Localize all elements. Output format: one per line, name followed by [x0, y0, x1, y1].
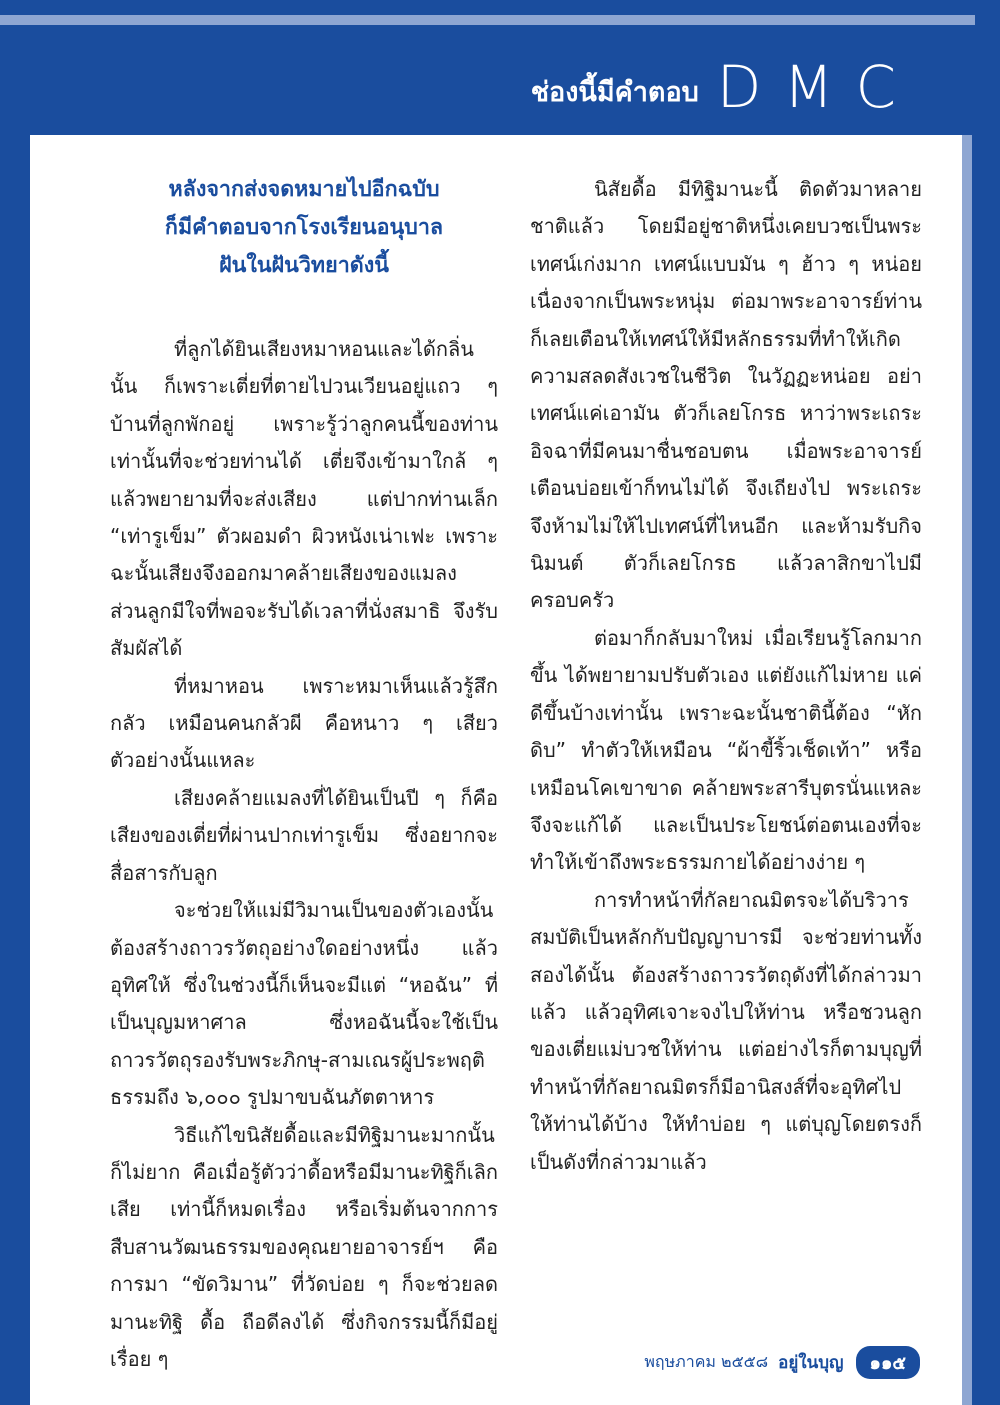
headline-line: ก็มีคำตอบจากโรงเรียนอนุบาล — [164, 215, 444, 240]
spacer — [110, 285, 498, 331]
page-footer — [644, 1346, 920, 1378]
headline-line: ฝันในฝันวิทยาดังนี้ — [219, 253, 389, 278]
paragraph: ที่ลูกได้ยินเสียงหมาหอนและได้กลิ่นนั้น ก็เพราะเตี่ยที่ตายไปวนเวียนอยู่แถว ๆ บ้านที่ลูกพักอยู่ เพราะรู้ว่าลูกคนนี้ของท่านเท่านั้นที่จะช่วยท่านได้ เตี่ยจึงเข้ามาใกล้ ๆ แล้วพยายามที่จะส่งเสียง แต่ปากท่านเล็ก “เท่ารูเข็ม” ตัวผอมดำ ผิวหนังเน่าเฟะ เพราะฉะนั้นเสียงจึงออกมาคล้ายเสียงของแมลง ส่วนลูกมีใจที่พอจะรับได้เวลาที่นั่งสมาธิ จึงรับสัมผัสได้ — [110, 337, 498, 661]
section-label: ช่องนี้มีคำตอบ — [530, 76, 699, 108]
top-stripe — [0, 15, 975, 25]
page-number-badge: ๑๑๕ — [856, 1346, 920, 1379]
paragraph: ที่หมาหอน เพราะหมาเห็นแล้วรู้สึกกลัว เหมือนคนกลัวผี คือหนาว ๆ เสียวตัวอย่างนั้นแหละ — [110, 673, 498, 773]
right-column — [530, 171, 922, 1181]
paragraph: การทำหน้าที่กัลยาณมิตรจะได้บริวารสมบัติเป็นหลักกับปัญญาบารมี จะช่วยท่านทั้งสองได้นั้น ต้องสร้างถาวรวัตถุดังที่ได้กล่าวมาแล้ว แล้วอุทิศเจาะจงไปให้ท่าน หรือชวนลูกของเตี่ยแม่บวชให้ท่าน แต่อย่างไรก็ตามบุญที่ทำหน้าที่กัลยาณมิตรก็มีอานิสงส์ที่จะอุทิศไปให้ท่านได้บ้าง ให้ทำบ่อย ๆ แต่บุญโดยตรงก็เป็นดังที่กล่าวมาแล้ว — [530, 887, 922, 1174]
paragraph: จะช่วยให้แม่มีวิมานเป็นของตัวเองนั้นต้องสร้างถาวรวัตถุอย่างใดอย่างหนึ่ง แล้วอุทิศให้ ซึ่งในช่วงนี้ก็เห็นจะมีแต่ “หอฉัน” ที่เป็นบุญมหาศาล ซึ่งหอฉันนี้จะใช้เป็นถาวรวัตถุรองรับพระภิกษุ-สามเณรผู้ประพฤติธรรมถึง ๖,๐๐๐ รูปมาขบฉันภัตตาหาร — [110, 898, 498, 1110]
paragraph: เสียงคล้ายแมลงที่ได้ยินเป็นปี ๆ ก็คือเสียงของเตี่ยที่ผ่านปากเท่ารูเข็ม ซึ่งอยากจะสื่อสารกับลูก — [110, 785, 498, 885]
left-border — [0, 135, 30, 1405]
brand-title: DMC — [716, 53, 918, 121]
page-body — [30, 135, 962, 1405]
right-stripe — [962, 135, 972, 1405]
magazine-name: อยู่ในบุญ — [778, 1352, 844, 1373]
paragraph: ต่อมาก็กลับมาใหม่ เมื่อเรียนรู้โลกมากขึ้น ได้พยายามปรับตัวเอง แต่ยังแก้ไม่หาย แค่ดีขึ้นบ้างเท่านั้น เพราะฉะนั้นชาตินี้ต้อง “หักดิบ” ทำตัวให้เหมือน “ผ้าขี้ริ้วเช็ดเท้า” หรือเหมือนโคเขาขาด คล้ายพระสารีบุตรนั่นแหละ จึงจะแก้ได้ และเป็นประโยชน์ต่อตนเองที่จะทำให้เข้าถึงพระธรรมกายได้อย่างง่าย ๆ — [530, 625, 922, 875]
section-header — [531, 52, 918, 122]
issue-date: พฤษภาคม ๒๕๕๘ — [644, 1351, 769, 1371]
paragraph: วิธีแก้ไขนิสัยดื้อและมีทิฐิมานะมากนั้นก็ไม่ยาก คือเมื่อรู้ตัวว่าดื้อหรือมีมานะทิฐิก็เลิกเสีย เท่านี้ก็หมดเรื่อง หรือเริ่มต้นจากการสืบสานวัฒนธรรมของคุณยายอาจารย์ฯ คือ การมา “ขัดวิมาน” ที่วัดบ่อย ๆ ก็จะช่วยลดมานะทิฐิ ดื้อ ถือดีลงได้ ซึ่งกิจกรรมนี้ก็มีอยู่เรื่อย ๆ — [110, 1122, 498, 1371]
paragraph: นิสัยดื้อ มีทิฐิมานะนี้ ติดตัวมาหลายชาติแล้ว โดยมีอยู่ชาติหนึ่งเคยบวชเป็นพระ เทศน์เก่งมาก เทศน์แบบมัน ๆ ฮ้าว ๆ หน่อย เนื่องจากเป็นพระหนุ่ม ต่อมาพระอาจารย์ท่านก็เลยเตือนให้เทศน์ให้มีหลักธรรมที่ทำให้เกิดความสลดสังเวชในชีวิต ในวัฏฏะหน่อย อย่าเทศน์แค่เอามัน ตัวก็เลยโกรธ หาว่าพระเถระอิจฉาที่มีคนมาชื่นชอบตน เมื่อพระอาจารย์เตือนบ่อยเข้าก็ทนไม่ได้ จึงเถียงไป พระเถระจึงห้ามไม่ให้ไปเทศน์ที่ไหนอีก และห้ามรับกิจนิมนต์ ตัวก็เลยโกรธ แล้วลาสิกขาไปมีครอบครัว — [530, 177, 922, 613]
headline-line: หลังจากส่งจดหมายไปอีกฉบับ — [168, 177, 440, 202]
article-headline — [110, 171, 498, 285]
left-column — [110, 171, 498, 1378]
